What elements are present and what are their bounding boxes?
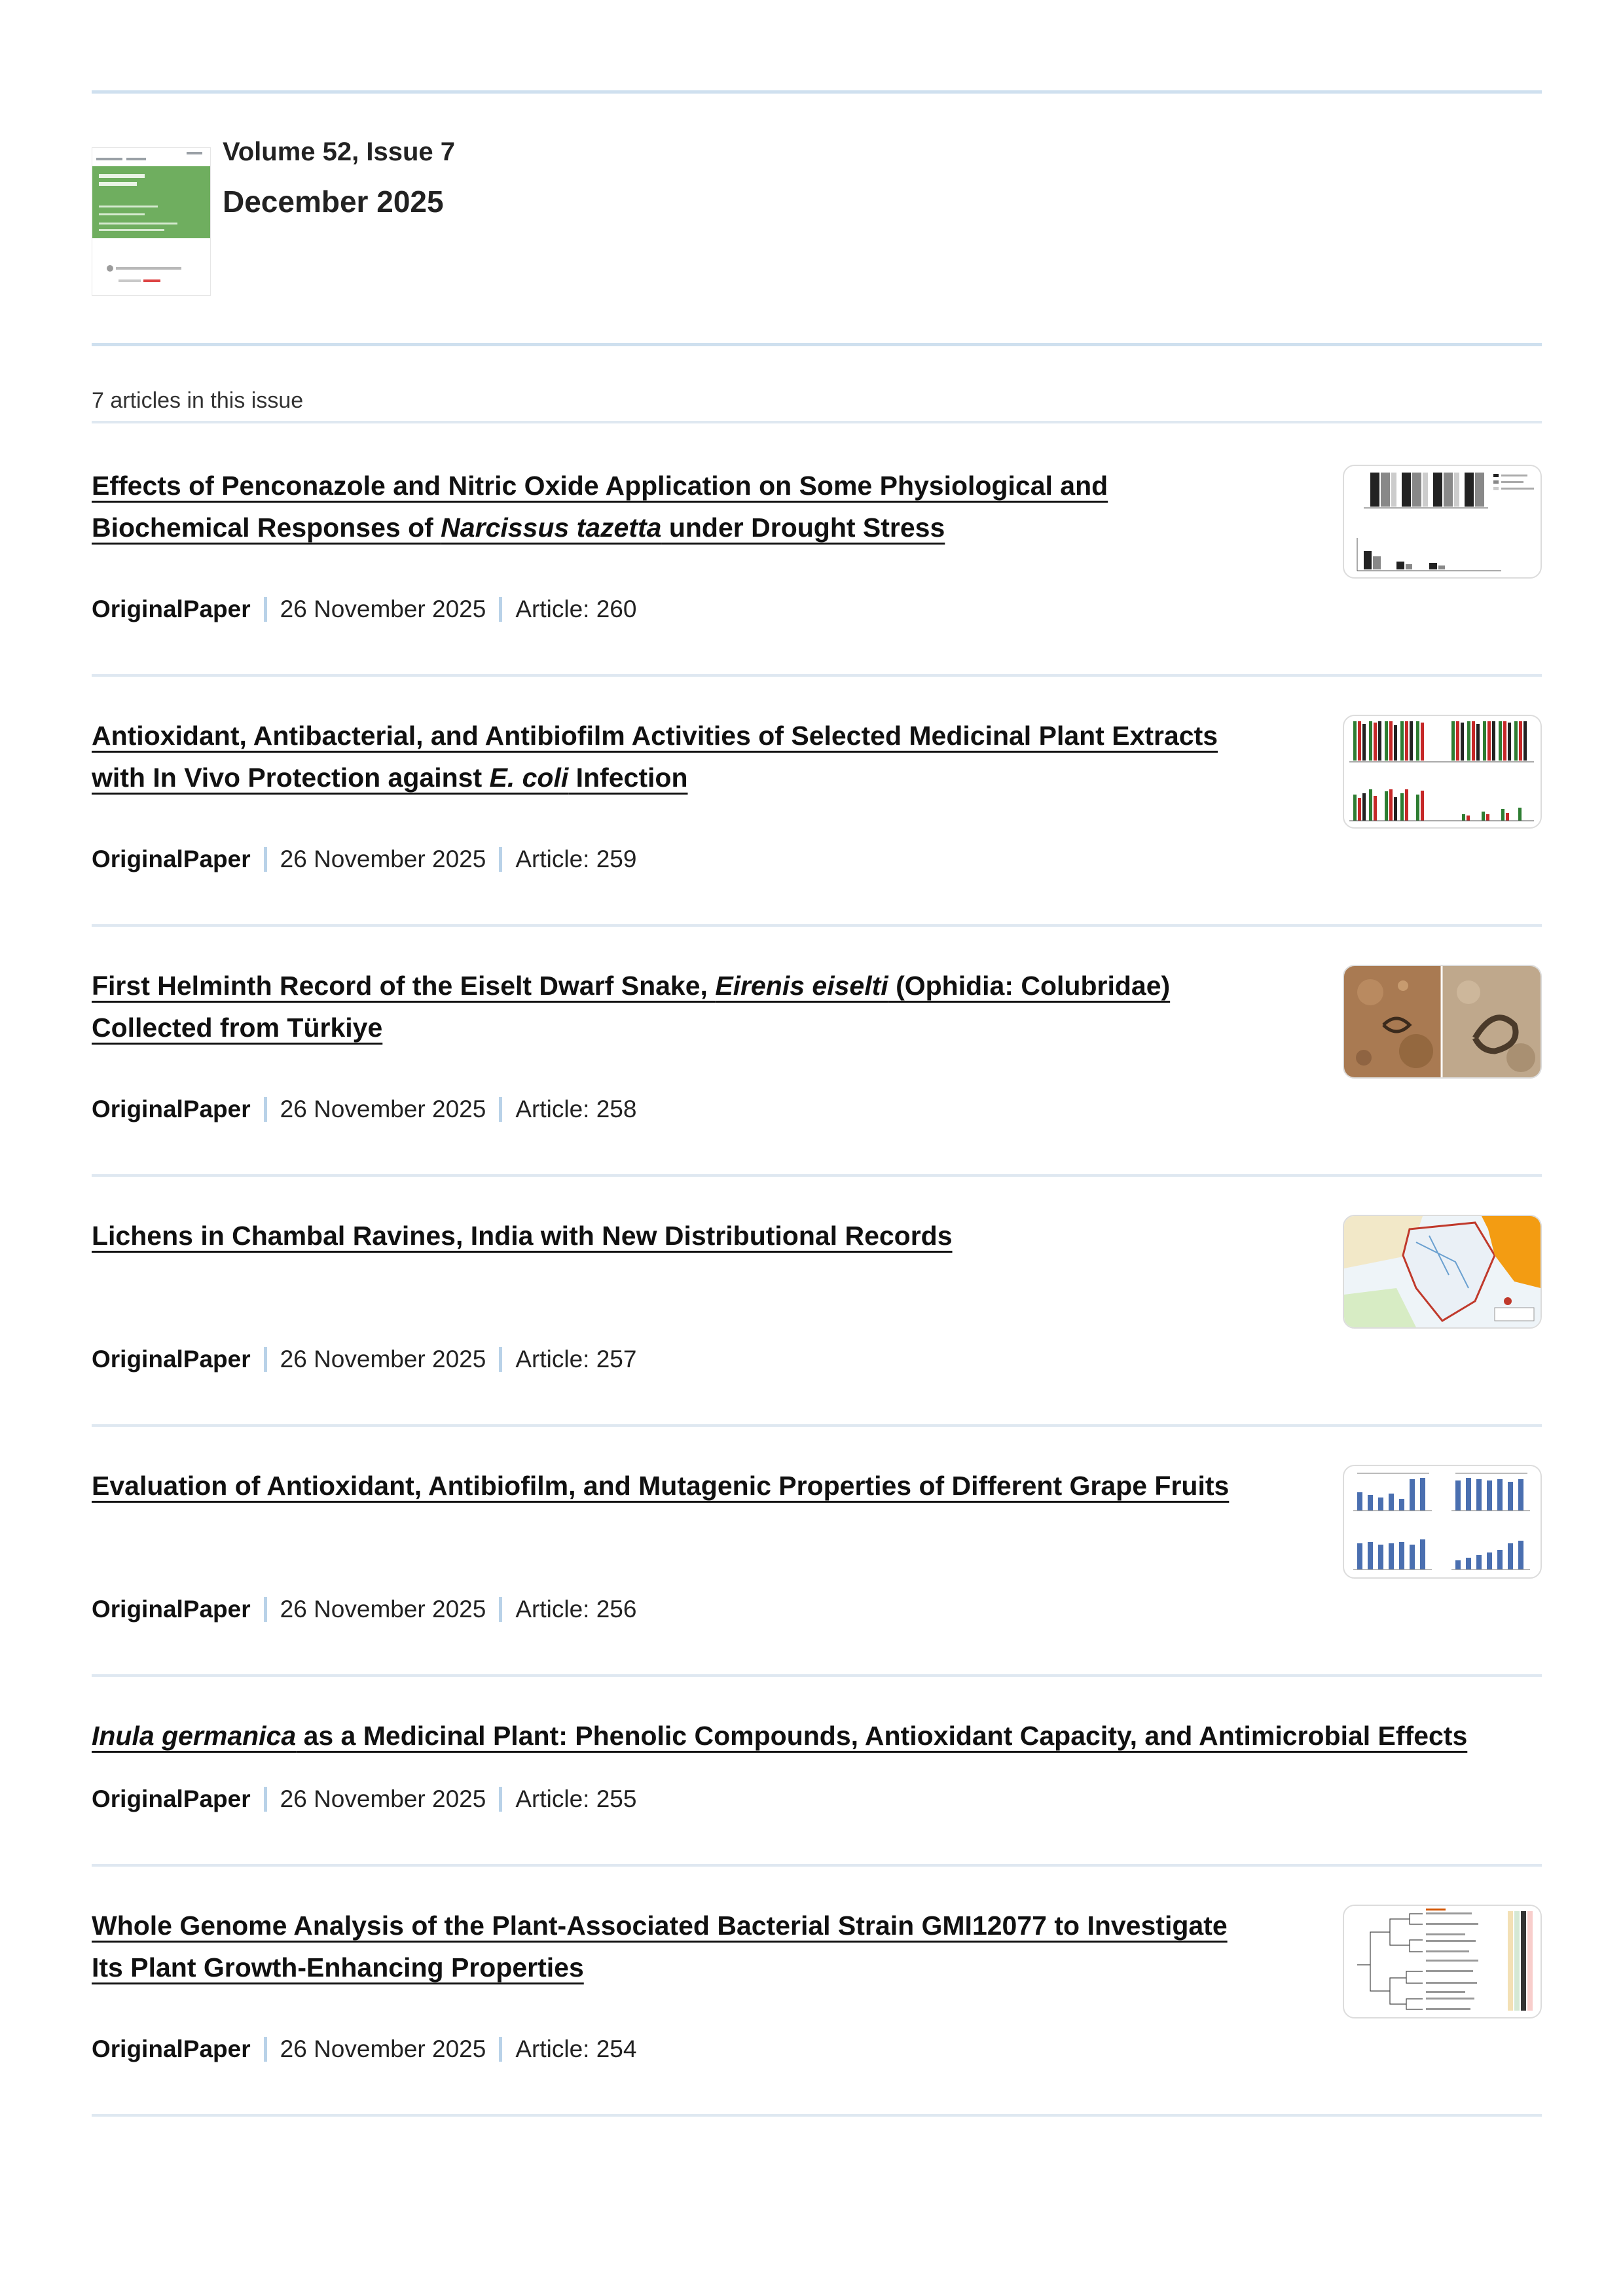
article-meta (92, 1596, 636, 1623)
item-divider (92, 1424, 1542, 1427)
content-type: OriginalPaper (92, 1596, 251, 1623)
published-date: 26 November 2025 (280, 596, 486, 622)
item-divider (92, 674, 1542, 677)
article-title-italic[interactable]: Inula germanica (92, 1721, 297, 1751)
content-type: OriginalPaper (92, 1346, 251, 1372)
item-divider (92, 1174, 1542, 1177)
article-meta (92, 1346, 636, 1373)
article-title-link[interactable] (92, 715, 1218, 798)
meta-separator (499, 1347, 502, 1372)
article-title-text[interactable]: (Ophidia: Colubridae) (888, 971, 1171, 1001)
article-title-text[interactable]: Its Plant Growth-Enhancing Properties (92, 1952, 584, 1982)
item-divider (92, 2114, 1542, 2117)
meta-separator (264, 1097, 267, 1122)
article-title-link[interactable] (92, 965, 1170, 1049)
meta-separator (264, 2037, 267, 2062)
article-number: Article: 259 (515, 846, 637, 872)
content-type: OriginalPaper (92, 1096, 251, 1122)
meta-separator (264, 1597, 267, 1622)
article-title-text[interactable]: Infection (568, 762, 688, 793)
content-type: OriginalPaper (92, 1785, 251, 1812)
header-divider (92, 343, 1542, 346)
published-date: 26 November 2025 (280, 1346, 486, 1372)
article-meta (92, 2036, 636, 2063)
article-title-text[interactable]: First Helminth Record of the Eiselt Dwarf Snake, (92, 971, 716, 1001)
published-date: 26 November 2025 (280, 846, 486, 872)
meta-separator (499, 1787, 502, 1812)
article-thumbnail[interactable] (1343, 715, 1542, 829)
article-title-text[interactable]: Biochemical Responses of (92, 512, 441, 543)
article-title-italic[interactable]: Narcissus tazetta (441, 512, 662, 543)
article-title-link[interactable] (92, 1215, 953, 1257)
article-title-italic[interactable]: E. coli (489, 762, 569, 793)
published-date: 26 November 2025 (280, 1096, 486, 1122)
published-date: 26 November 2025 (280, 2036, 486, 2062)
published-date: 26 November 2025 (280, 1785, 486, 1812)
article-number: Article: 254 (515, 2036, 637, 2062)
item-divider (92, 1674, 1542, 1677)
article-number: Article: 260 (515, 596, 637, 622)
article-number: Article: 257 (515, 1346, 637, 1372)
list-item (92, 465, 1542, 715)
article-title-text[interactable]: under Drought Stress (661, 512, 945, 543)
article-title-text[interactable]: Whole Genome Analysis of the Plant-Associated Bacterial Strain GMI12077 to Investigate (92, 1910, 1228, 1941)
list-item (92, 1905, 1542, 2155)
article-title-text[interactable]: Collected from Türkiye (92, 1013, 383, 1043)
meta-separator (499, 847, 502, 872)
item-divider (92, 924, 1542, 927)
meta-separator (499, 2037, 502, 2062)
article-thumbnail[interactable] (1343, 465, 1542, 579)
article-meta (92, 846, 636, 873)
content-type: OriginalPaper (92, 846, 251, 872)
content-type: OriginalPaper (92, 596, 251, 622)
article-thumbnail[interactable] (1343, 1215, 1542, 1329)
meta-separator (499, 597, 502, 622)
article-title-link[interactable] (92, 1905, 1228, 1988)
list-item (92, 965, 1542, 1215)
article-title-link[interactable] (92, 1465, 1229, 1507)
article-meta (92, 1096, 636, 1123)
article-thumbnail[interactable] (1343, 1905, 1542, 2018)
meta-separator (264, 847, 267, 872)
article-title-link[interactable] (92, 465, 1108, 548)
issue-volume: Volume 52, Issue 7 (223, 137, 455, 166)
article-title-text[interactable]: Antioxidant, Antibacterial, and Antibiofilm Activities of Selected Medicinal Plant Extracts (92, 721, 1218, 751)
article-title-italic[interactable]: Eirenis eiselti (715, 971, 888, 1001)
article-number: Article: 256 (515, 1596, 637, 1623)
article-title-text[interactable]: Evaluation of Antioxidant, Antibiofilm, and Mutagenic Properties of Different Grape Fruits (92, 1471, 1230, 1501)
issue-header (92, 121, 1542, 291)
meta-separator (499, 1097, 502, 1122)
article-number: Article: 255 (515, 1785, 637, 1812)
meta-separator (264, 1787, 267, 1812)
item-divider (92, 1864, 1542, 1867)
journal-cover-image[interactable] (92, 147, 211, 296)
article-title-text[interactable]: as a Medicinal Plant: Phenolic Compounds, Antioxidant Capacity, and Antimicrobial Effects (296, 1721, 1468, 1751)
list-item (92, 715, 1542, 965)
content-type: OriginalPaper (92, 2036, 251, 2062)
meta-separator (264, 1347, 267, 1372)
list-divider (92, 421, 1542, 423)
article-thumbnail[interactable] (1343, 965, 1542, 1079)
list-item (92, 1465, 1542, 1715)
meta-separator (499, 1597, 502, 1622)
issue-date: December 2025 (223, 185, 444, 219)
meta-separator (264, 597, 267, 622)
article-title-link[interactable] (92, 1715, 1467, 1757)
article-title-text[interactable]: with In Vivo Protection against (92, 762, 490, 793)
article-number: Article: 258 (515, 1096, 637, 1122)
top-divider (92, 90, 1542, 94)
article-title-text[interactable]: Lichens in Chambal Ravines, India with New Distributional Records (92, 1221, 953, 1251)
article-count: 7 articles in this issue (92, 388, 304, 413)
article-thumbnail[interactable] (1343, 1465, 1542, 1579)
article-title-text[interactable]: Effects of Penconazole and Nitric Oxide Application on Some Physiological and (92, 471, 1108, 501)
article-meta (92, 1785, 636, 1813)
list-item (92, 1215, 1542, 1465)
article-meta (92, 596, 636, 623)
published-date: 26 November 2025 (280, 1596, 486, 1623)
